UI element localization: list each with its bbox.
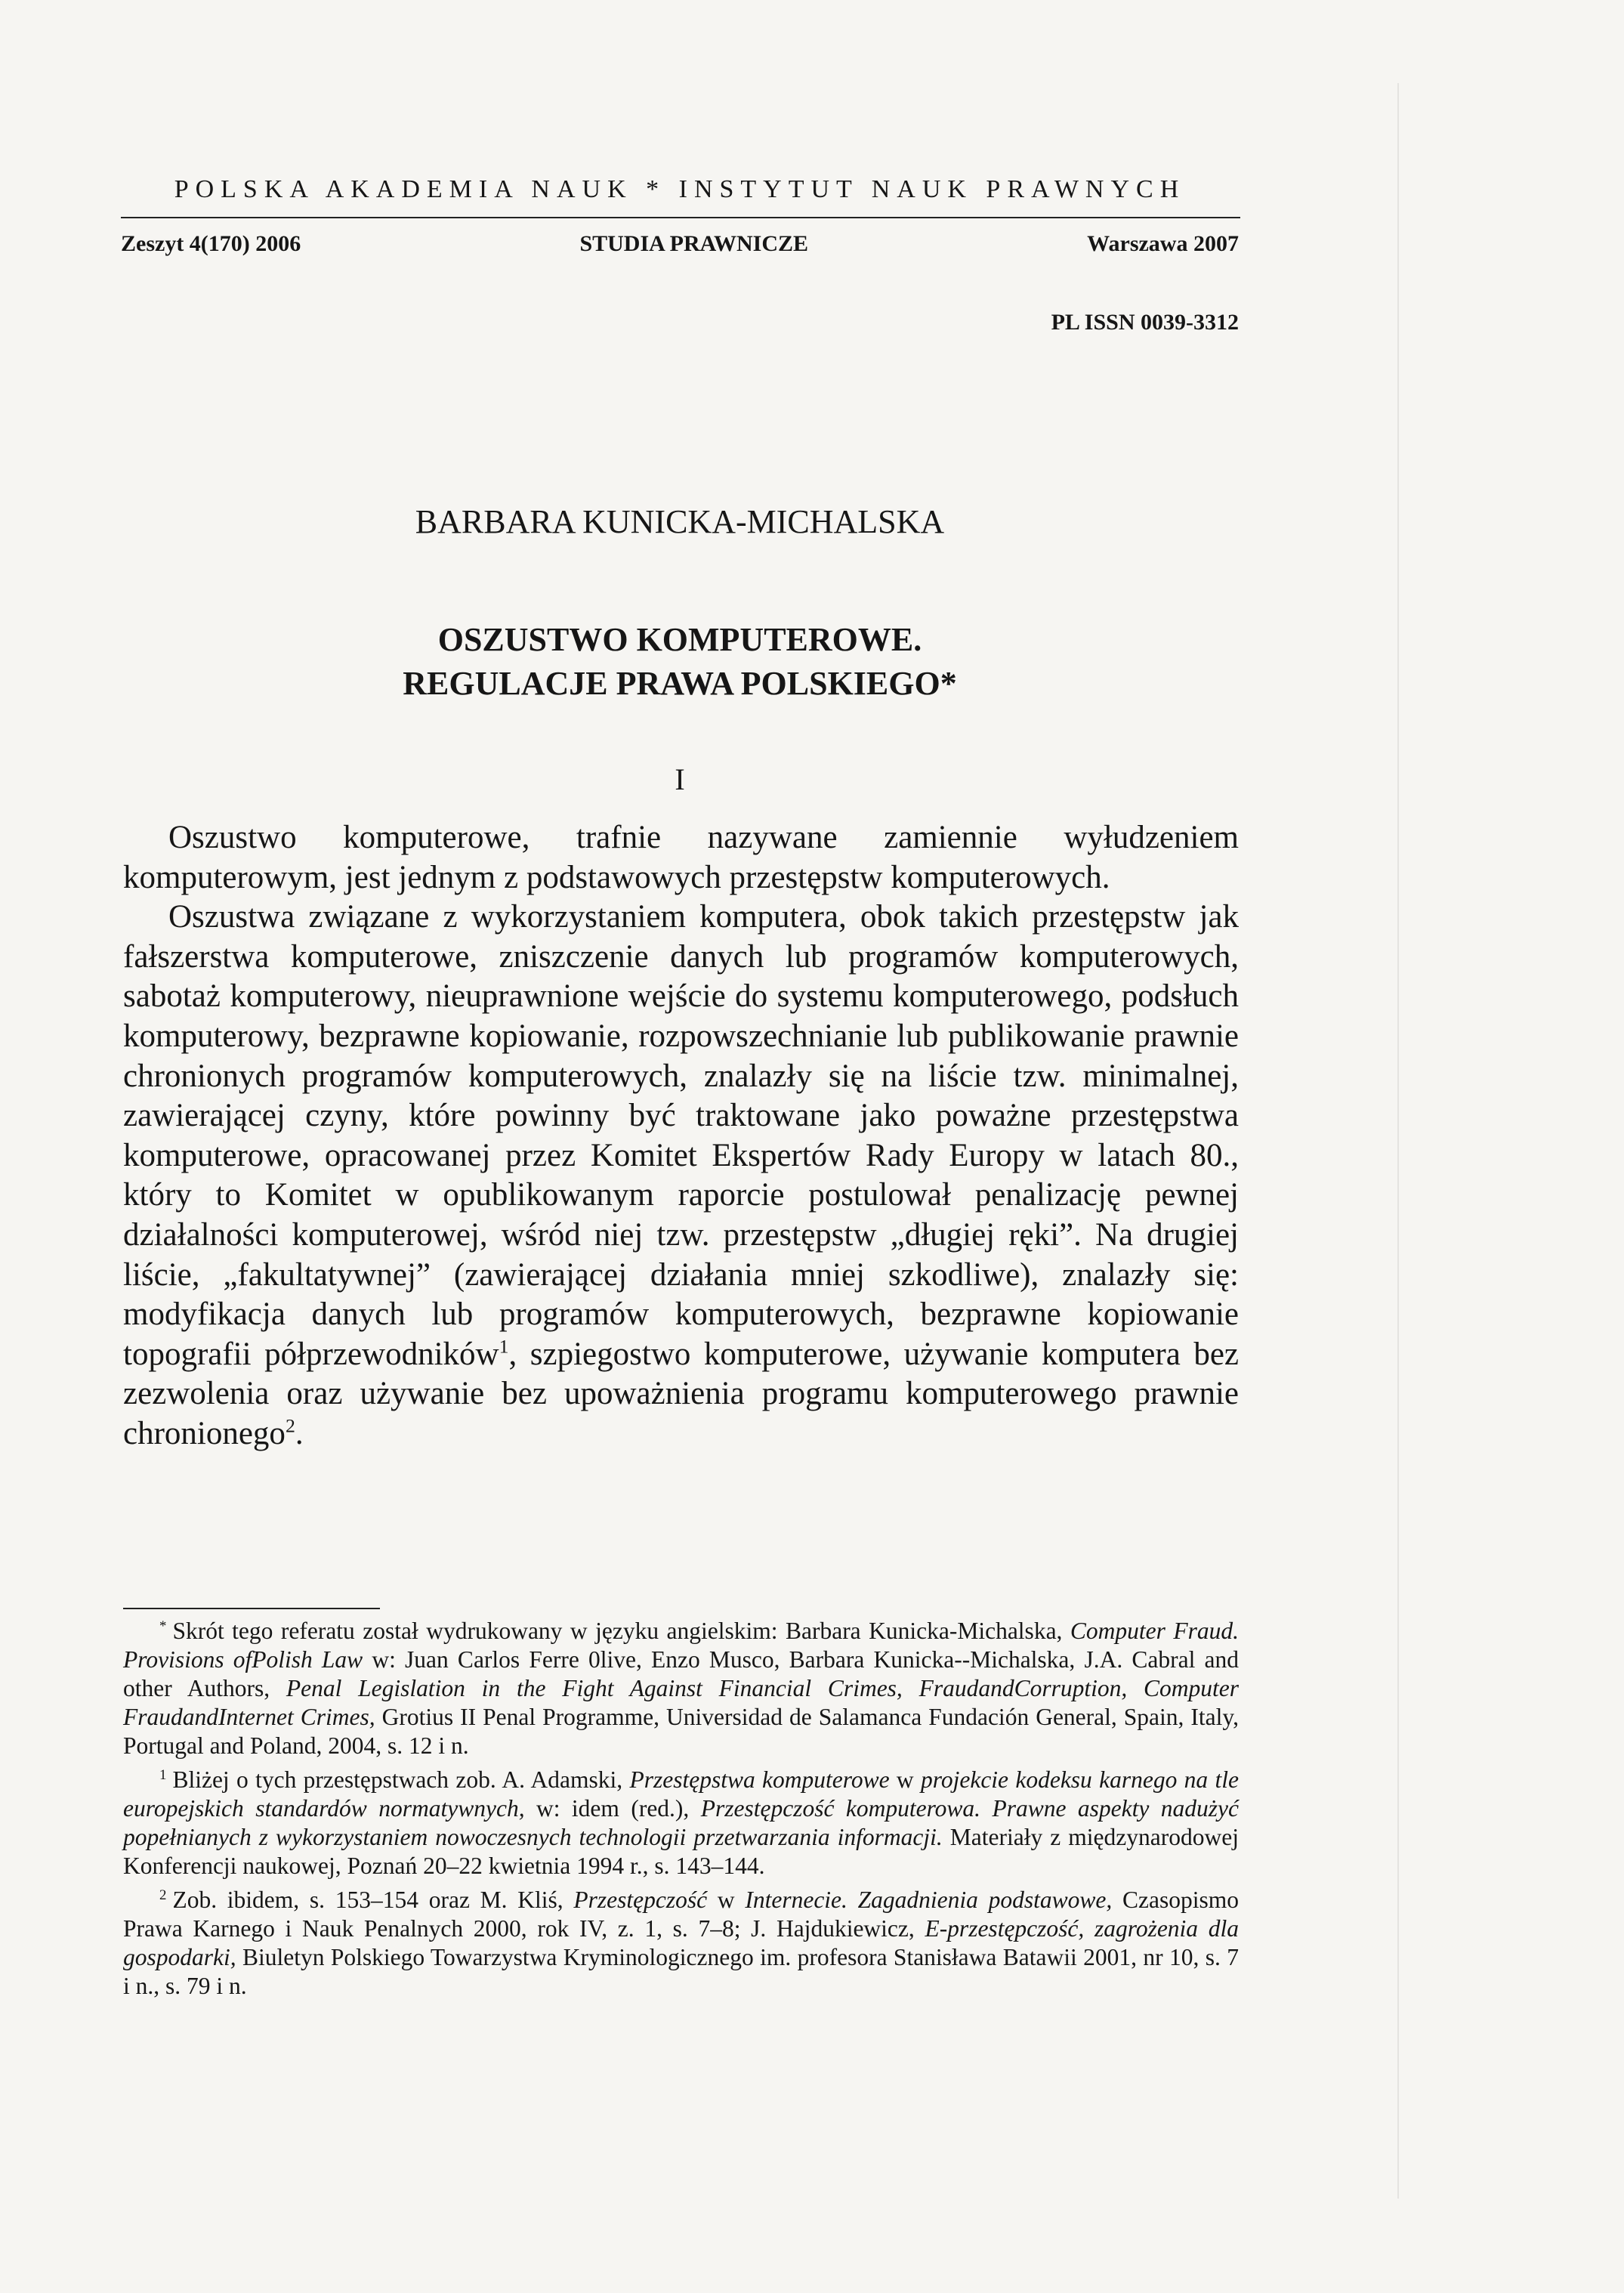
paragraph-2-part-a: Oszustwa związane z wykorzystaniem komputera, obok takich przestępstw jak fałszerstwa komputerowe, zniszczenie danych lub programów komputerowych, sabotaż komputerowy, nieuprawnione wejście do systemu komputerowego, podsłuch komputerowy, bezprawne kopiowanie, rozpowszechnianie lub publikowanie prawnie chronionych programów komputerowych, znalazły się na liście tzw. minimalnej, zawierającej czyny, które powinny być traktowane jako poważne przestępstwa komputerowe, opracowanej przez Komitet Ekspertów Rady Europy w latach 80., który to Komitet w opublikowanym raporcie postulował penalizację pewnej działalności komputerowej, wśród niej tzw. przestępstw „długiej ręki”. Na drugiej liście, „fakultatywnej” (zawierającej działania mniej szkodliwe), znalazły się: modyfikacja danych lub programów komputerowych, bezprawne kopiowanie topografii półprzewodników bbox=[123, 899, 1239, 1372]
paragraph-2 bbox=[123, 898, 1239, 1454]
footnote-ref-1[interactable]: 1 bbox=[499, 1335, 509, 1358]
footnote-italic: Przestępczość komputerowa. Prawne aspekty nadużyć popełnianych z wykorzystaniem nowoczesnych technologii przetwarzania informacji. bbox=[123, 1795, 1239, 1850]
footnote-text: Skrót tego referatu został wydrukowany w języku angielskim: Barbara Kunicka-Michalska, bbox=[172, 1618, 1070, 1644]
footnote-italic: Internecie. Zagadnienia podstawowe, bbox=[745, 1887, 1113, 1913]
issue-number: Zeszyt 4(170) 2006 bbox=[121, 231, 301, 256]
footnote-text: w bbox=[889, 1766, 922, 1793]
footnote-italic: Computer Fraud. Provisions ofPolish Law bbox=[123, 1618, 1239, 1673]
author-name: BARBARA KUNICKA-MICHALSKA bbox=[415, 503, 945, 540]
footnote-text: Bliżej o tych przestępstwach zob. A. Adamski, bbox=[172, 1766, 630, 1793]
masthead: POLSKA AKADEMIA NAUK * INSTYTUT NAUK PRAWNYCH bbox=[174, 175, 1186, 203]
footnote-mark: * bbox=[159, 1618, 167, 1634]
footnote-text: w bbox=[707, 1887, 746, 1913]
journal-name: STUDIA PRAWNICZE bbox=[579, 231, 809, 256]
masthead-rule bbox=[121, 217, 1240, 218]
paragraph-2-part-c: . bbox=[295, 1415, 304, 1451]
issue-row bbox=[121, 231, 1239, 257]
footnotes bbox=[123, 1617, 1239, 2006]
footnote-text: Materiały z międzynarodowej Konferencji naukowej, Poznań 20–22 kwietnia 1994 r., s. 143–144. bbox=[123, 1824, 1239, 1879]
footnote-text: Czasopismo Prawa Karnego i Nauk Penalnych 2000, rok IV, z. 1, s. 7–8; J. Hajdukiewicz, bbox=[123, 1887, 1239, 1942]
scan-edge-line bbox=[1397, 83, 1399, 2199]
footnote-italic: Przestępczość bbox=[573, 1887, 708, 1913]
footnote-italic: projekcie kodeksu karnego na tle europejskich standardów normatywnych, bbox=[123, 1766, 1239, 1822]
footnote-italic: Penal Legislation in the Fight Against Financial Crimes, FraudandCorruption, Computer FraudandInternet Crimes, bbox=[123, 1675, 1240, 1730]
footnote-ref-2[interactable]: 2 bbox=[285, 1414, 295, 1437]
footnote-2 bbox=[123, 1886, 1239, 2001]
section-number: I bbox=[675, 762, 685, 796]
title-line-2: REGULACJE PRAWA POLSKIEGO* bbox=[403, 665, 957, 702]
footnote-text: w: Juan Carlos Ferre 0live, Enzo Musco, Barbara Kunicka--Michalska, J.A. Cabral and other Authors, bbox=[123, 1646, 1239, 1701]
footnote-rule bbox=[123, 1608, 380, 1609]
footnote-1 bbox=[123, 1766, 1239, 1880]
title-line-1: OSZUSTWO KOMPUTEROWE. bbox=[437, 621, 922, 658]
footnote-italic: Przestępstwa komputerowe bbox=[629, 1766, 890, 1793]
footnote-italic: E-przestępczość, zagrożenia dla gospodarki, bbox=[123, 1915, 1239, 1970]
footnote-text: Grotius II Penal Programme, Universidad de Salamanca Fundación General, Spain, Italy, Portugal and Poland, 2004, s. 12 i n. bbox=[123, 1704, 1239, 1759]
body-text bbox=[123, 818, 1239, 1454]
place-year: Warszawa 2007 bbox=[1087, 231, 1239, 256]
footnote-text: w: idem (red.), bbox=[524, 1795, 701, 1822]
footnote-text: Biuletyn Polskiego Towarzystwa Kryminologicznego im. profesora Stanisława Batawii 2001, nr 10, s. 7 i n., s. 79 i n. bbox=[123, 1944, 1239, 1999]
paragraph-1: Oszustwo komputerowe, trafnie nazywane zamiennie wyłudzeniem komputerowym, jest jednym z podstawowych przestępstw komputerowych. bbox=[123, 820, 1239, 895]
article-title bbox=[121, 618, 1239, 706]
footnote-star bbox=[123, 1617, 1239, 1760]
issn: PL ISSN 0039-3312 bbox=[1051, 310, 1239, 335]
footnote-mark: 2 bbox=[159, 1887, 167, 1903]
footnote-text: Zob. ibidem, s. 153–154 oraz M. Kliś, bbox=[172, 1887, 574, 1913]
footnote-mark: 1 bbox=[159, 1766, 167, 1783]
paragraph-2-part-b: , szpiegostwo komputerowe, używanie komputera bez zezwolenia oraz używanie bez upoważnienia programu komputerowego prawnie chronionego bbox=[123, 1336, 1239, 1451]
